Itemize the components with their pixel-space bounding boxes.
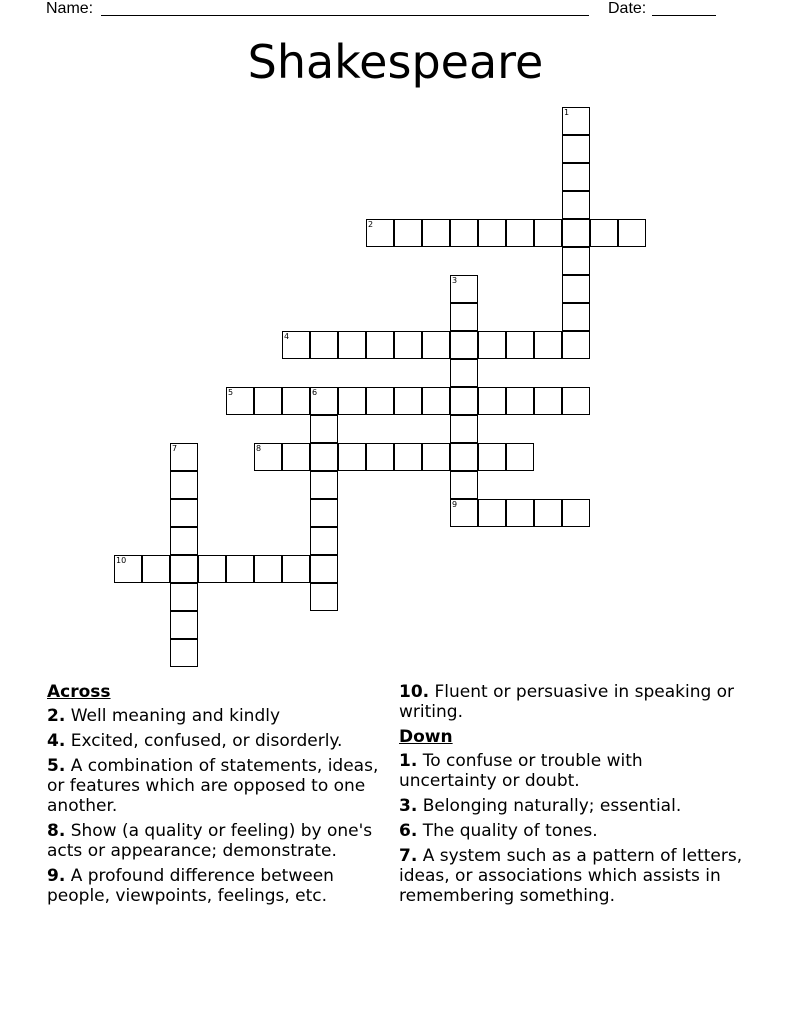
clue-text: Well meaning and kindly <box>70 706 281 726</box>
cell-number: 6 <box>312 388 318 397</box>
grid-cell[interactable] <box>422 443 450 471</box>
down-heading: Down <box>399 727 453 747</box>
grid-cell[interactable] <box>562 331 590 359</box>
grid-cell[interactable] <box>450 387 478 415</box>
grid-cell[interactable] <box>310 443 338 471</box>
grid-cell[interactable] <box>226 555 254 583</box>
grid-cell[interactable] <box>450 415 478 443</box>
cell-number: 1 <box>564 108 570 117</box>
grid-cell[interactable] <box>450 499 478 527</box>
grid-cell[interactable] <box>114 555 142 583</box>
grid-cell[interactable] <box>366 387 394 415</box>
grid-cell[interactable] <box>142 555 170 583</box>
cell-number: 3 <box>452 276 458 285</box>
clue-number: 5. <box>47 756 66 776</box>
grid-cell[interactable] <box>450 443 478 471</box>
clue-text: Excited, confused, or disorderly. <box>70 731 343 751</box>
grid-cell[interactable] <box>450 331 478 359</box>
grid-cell[interactable] <box>618 219 646 247</box>
clue-down-1 <box>399 751 744 791</box>
grid-cell[interactable] <box>254 443 282 471</box>
clue-down-7 <box>399 846 744 906</box>
date-label: Date: <box>608 0 647 17</box>
clue-number: 8. <box>47 821 66 841</box>
cell-number: 2 <box>368 220 374 229</box>
clue-down-6 <box>399 821 744 841</box>
clue-text: To confuse or trouble with uncertainty or doubt. <box>399 751 643 791</box>
grid-cell[interactable] <box>170 611 198 639</box>
grid-cell[interactable] <box>282 555 310 583</box>
grid-cell[interactable] <box>450 219 478 247</box>
grid-cell[interactable] <box>170 443 198 471</box>
grid-cell[interactable] <box>366 443 394 471</box>
grid-cell[interactable] <box>450 359 478 387</box>
grid-cell[interactable] <box>478 443 506 471</box>
grid-cell[interactable] <box>478 499 506 527</box>
grid-cell[interactable] <box>506 219 534 247</box>
clues-right-column <box>399 682 744 911</box>
across-heading: Across <box>47 682 111 702</box>
grid-cell[interactable] <box>422 219 450 247</box>
grid-cell[interactable] <box>338 331 366 359</box>
grid-cell[interactable] <box>310 415 338 443</box>
cell-number: 5 <box>228 388 234 397</box>
grid-cell[interactable] <box>534 499 562 527</box>
clue-across-8 <box>47 821 392 861</box>
grid-cell[interactable] <box>562 163 590 191</box>
grid-cell[interactable] <box>338 443 366 471</box>
clue-text: A combination of statements, ideas, or features which are opposed to one another. <box>47 756 379 816</box>
clue-down-3 <box>399 796 744 816</box>
grid-cell[interactable] <box>534 387 562 415</box>
clue-across-9 <box>47 866 392 906</box>
grid-cell[interactable] <box>170 527 198 555</box>
grid-cell[interactable] <box>310 527 338 555</box>
grid-cell[interactable] <box>310 583 338 611</box>
clue-across-4 <box>47 731 392 751</box>
grid-cell[interactable] <box>562 499 590 527</box>
grid-cell[interactable] <box>478 219 506 247</box>
grid-cell[interactable] <box>338 387 366 415</box>
clue-text: Show (a quality or feeling) by one's acts or appearance; demonstrate. <box>47 821 373 861</box>
grid-cell[interactable] <box>310 555 338 583</box>
clue-across-2 <box>47 706 392 726</box>
grid-cell[interactable] <box>506 443 534 471</box>
cell-number: 7 <box>172 444 178 453</box>
clue-across-10 <box>399 682 744 722</box>
cell-number: 4 <box>284 332 290 341</box>
grid-cell[interactable] <box>198 555 226 583</box>
grid-cell[interactable] <box>506 499 534 527</box>
grid-cell[interactable] <box>478 331 506 359</box>
grid-cell[interactable] <box>394 331 422 359</box>
clue-text: Belonging naturally; essential. <box>422 796 682 816</box>
clue-number: 6. <box>399 821 418 841</box>
clue-text: A system such as a pattern of letters, ideas, or associations which assists in remembering something. <box>399 846 743 906</box>
grid-cell[interactable] <box>422 331 450 359</box>
grid-cell[interactable] <box>562 219 590 247</box>
grid-cell[interactable] <box>226 387 254 415</box>
grid-cell[interactable] <box>562 191 590 219</box>
cell-number: 8 <box>256 444 262 453</box>
grid-cell[interactable] <box>254 555 282 583</box>
grid-cell[interactable] <box>282 443 310 471</box>
grid-cell[interactable] <box>562 303 590 331</box>
grid-cell[interactable] <box>310 387 338 415</box>
grid-cell[interactable] <box>450 303 478 331</box>
grid-cell[interactable] <box>282 331 310 359</box>
grid-cell[interactable] <box>394 387 422 415</box>
clue-across-5 <box>47 756 392 816</box>
grid-cell[interactable] <box>170 583 198 611</box>
clue-text: The quality of tones. <box>422 821 598 841</box>
clue-number: 3. <box>399 796 418 816</box>
grid-cell[interactable] <box>506 387 534 415</box>
page-title: Shakespeare <box>247 35 544 89</box>
clue-text: Fluent or persuasive in speaking or writing. <box>399 682 735 722</box>
grid-cell[interactable] <box>170 639 198 667</box>
clue-text: A profound difference between people, viewpoints, feelings, etc. <box>47 866 334 906</box>
grid-cell[interactable] <box>170 555 198 583</box>
grid-cell[interactable] <box>422 387 450 415</box>
grid-cell[interactable] <box>170 499 198 527</box>
grid-cell[interactable] <box>562 275 590 303</box>
grid-cell[interactable] <box>450 471 478 499</box>
clue-number: 10. <box>399 682 430 702</box>
clue-number: 7. <box>399 846 418 866</box>
clue-number: 1. <box>399 751 418 771</box>
grid-cell[interactable] <box>170 471 198 499</box>
grid-cell[interactable] <box>506 331 534 359</box>
grid-cell[interactable] <box>562 247 590 275</box>
grid-cell[interactable] <box>310 471 338 499</box>
grid-cell[interactable] <box>534 331 562 359</box>
grid-cell[interactable] <box>310 499 338 527</box>
clues-left-column <box>47 682 392 911</box>
grid-cell[interactable] <box>534 219 562 247</box>
grid-cell[interactable] <box>562 135 590 163</box>
clue-number: 9. <box>47 866 66 886</box>
grid-cell[interactable] <box>310 331 338 359</box>
grid-cell[interactable] <box>394 219 422 247</box>
grid-cell[interactable] <box>394 443 422 471</box>
grid-cell[interactable] <box>366 219 394 247</box>
name-label: Name: <box>46 0 94 17</box>
grid-cell[interactable] <box>282 387 310 415</box>
grid-cell[interactable] <box>478 387 506 415</box>
grid-cell[interactable] <box>590 219 618 247</box>
grid-cell[interactable] <box>562 107 590 135</box>
grid-cell[interactable] <box>450 275 478 303</box>
clue-number: 2. <box>47 706 66 726</box>
cell-number: 9 <box>452 500 458 509</box>
grid-cell[interactable] <box>254 387 282 415</box>
clue-number: 4. <box>47 731 66 751</box>
cell-number: 10 <box>116 556 127 565</box>
grid-cell[interactable] <box>562 387 590 415</box>
grid-cell[interactable] <box>366 331 394 359</box>
